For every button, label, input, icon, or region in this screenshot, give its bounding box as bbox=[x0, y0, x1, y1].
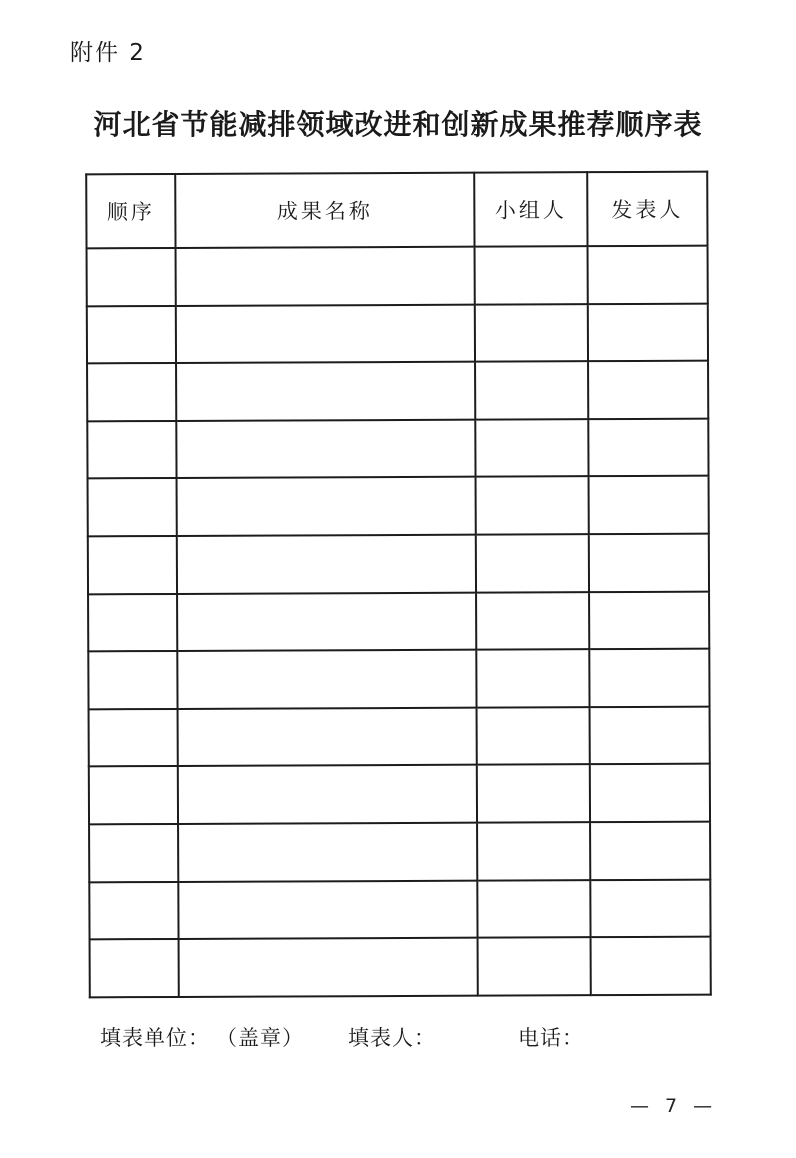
empty-cell bbox=[88, 536, 177, 594]
seal-label: （盖章） bbox=[216, 1026, 304, 1050]
empty-cell bbox=[591, 937, 711, 995]
table-row bbox=[87, 418, 708, 478]
table-row bbox=[87, 303, 708, 363]
empty-cell bbox=[87, 248, 176, 306]
table-row bbox=[88, 591, 709, 651]
empty-cell bbox=[87, 363, 176, 421]
empty-cell bbox=[590, 707, 710, 765]
empty-cell bbox=[178, 880, 477, 939]
empty-cell bbox=[179, 938, 478, 997]
empty-cell bbox=[89, 766, 178, 824]
empty-cell bbox=[178, 823, 477, 882]
column-header-achievement-name: 成果名称 bbox=[175, 173, 474, 248]
empty-cell bbox=[90, 939, 179, 997]
page-number: — 7 — bbox=[630, 1095, 718, 1117]
empty-cell bbox=[89, 709, 178, 767]
empty-cell bbox=[177, 650, 476, 709]
column-header-publisher: 发表人 bbox=[587, 172, 707, 247]
page-title: 河北省节能减排领域改进和创新成果推荐顺序表 bbox=[93, 108, 703, 141]
empty-cell bbox=[476, 649, 589, 707]
empty-cell bbox=[475, 304, 588, 362]
empty-cell bbox=[178, 708, 477, 767]
empty-cell bbox=[476, 477, 589, 535]
table-row bbox=[88, 476, 709, 536]
empty-cell bbox=[88, 594, 177, 652]
fill-unit-label: 填表单位： bbox=[100, 1026, 210, 1050]
empty-cell bbox=[89, 882, 178, 940]
table-row bbox=[87, 246, 708, 306]
empty-cell bbox=[176, 362, 475, 421]
empty-cell bbox=[588, 361, 708, 419]
phone-label: 电话： bbox=[518, 1026, 584, 1050]
empty-cell bbox=[589, 476, 709, 534]
table-row bbox=[89, 822, 710, 882]
table-row bbox=[88, 534, 709, 594]
form-table bbox=[85, 171, 712, 999]
empty-cell bbox=[87, 421, 176, 479]
empty-cell bbox=[477, 822, 590, 880]
empty-cell bbox=[176, 419, 475, 478]
recommendation-order-table bbox=[85, 171, 710, 999]
table-header-row bbox=[86, 172, 707, 249]
table-row bbox=[87, 361, 708, 421]
empty-cell bbox=[87, 306, 176, 364]
empty-cell bbox=[588, 418, 708, 476]
empty-cell bbox=[589, 534, 709, 592]
empty-cell bbox=[478, 937, 591, 995]
empty-cell bbox=[88, 651, 177, 709]
empty-cell bbox=[589, 591, 709, 649]
empty-cell bbox=[477, 765, 590, 823]
form-footer bbox=[0, 1022, 796, 1054]
column-header-group-member: 小组人 bbox=[474, 172, 587, 246]
table-row bbox=[90, 937, 711, 997]
fill-person-label: 填表人： bbox=[348, 1026, 436, 1050]
empty-cell bbox=[476, 592, 589, 650]
empty-cell bbox=[590, 822, 710, 880]
empty-cell bbox=[178, 765, 477, 824]
empty-cell bbox=[176, 304, 475, 363]
table-row bbox=[89, 764, 710, 824]
empty-cell bbox=[177, 592, 476, 651]
table-row bbox=[89, 879, 710, 939]
empty-cell bbox=[477, 707, 590, 765]
attachment-label: 附件 2 bbox=[70, 40, 146, 66]
empty-cell bbox=[88, 478, 177, 536]
table-row bbox=[88, 649, 709, 709]
empty-cell bbox=[588, 303, 708, 361]
empty-cell bbox=[476, 534, 589, 592]
empty-cell bbox=[475, 419, 588, 477]
empty-cell bbox=[477, 880, 590, 938]
empty-cell bbox=[176, 247, 475, 306]
empty-cell bbox=[475, 361, 588, 419]
empty-cell bbox=[590, 879, 710, 937]
empty-cell bbox=[589, 649, 709, 707]
table-row bbox=[89, 707, 710, 767]
empty-cell bbox=[177, 477, 476, 536]
column-header-order: 顺序 bbox=[86, 174, 175, 248]
empty-cell bbox=[89, 824, 178, 882]
empty-cell bbox=[588, 246, 708, 304]
empty-cell bbox=[475, 246, 588, 304]
empty-cell bbox=[177, 535, 476, 594]
empty-cell bbox=[590, 764, 710, 822]
